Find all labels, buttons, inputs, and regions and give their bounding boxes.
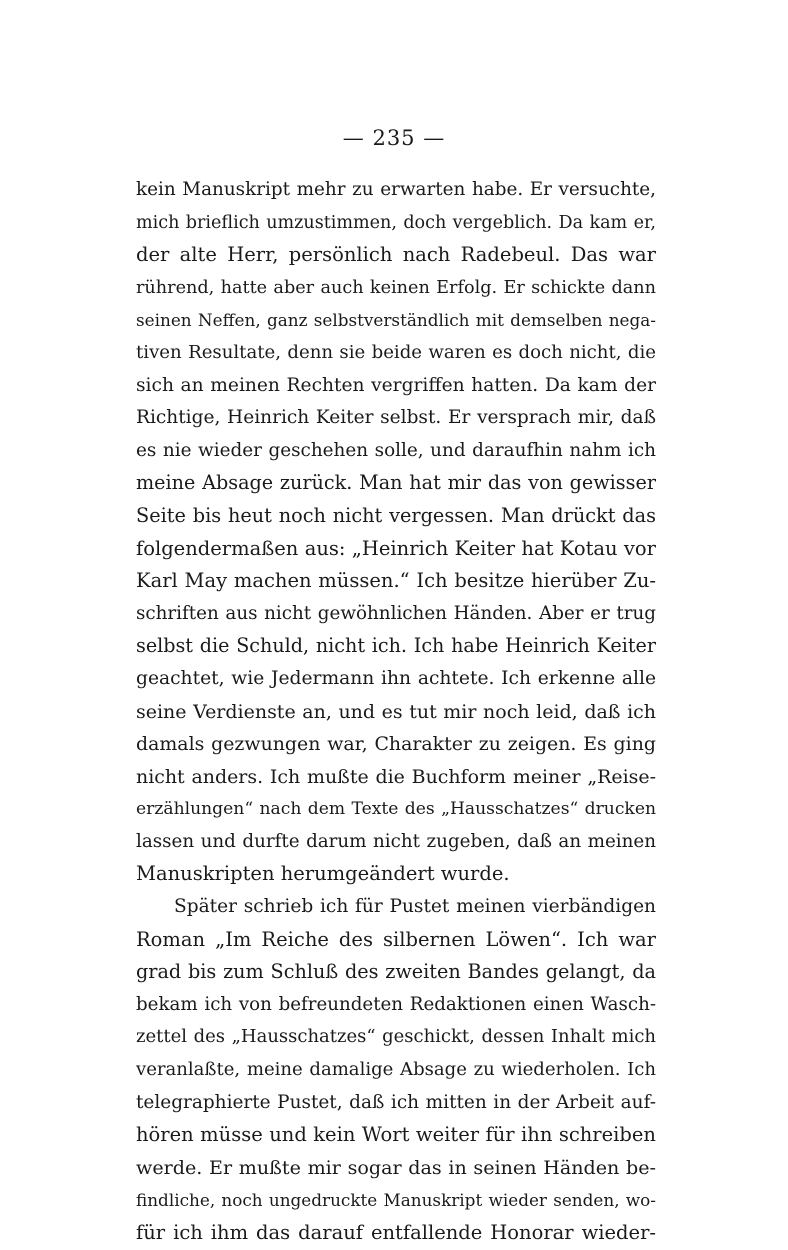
text-line: grad bis zum Schluß des zweiten Bandes gelangt, da xyxy=(136,960,656,984)
text-line: zettel des „Hausschatzes“ geschickt, dessen Inhalt mich xyxy=(136,1026,656,1048)
page-number: — 235 — xyxy=(342,126,446,150)
text-line: seinen Neffen, ganz selbstverständlich mit demselben nega- xyxy=(136,310,656,331)
text-line: erzählungen“ nach dem Texte des „Hausschatzes“ drucken xyxy=(136,799,656,820)
paragraph-end-line: Manuskripten herumgeändert wurde. xyxy=(136,862,510,886)
text-line: geachtet, wie Jedermann ihn achtete. Ich erkenne alle xyxy=(136,667,656,689)
text-line: telegraphierte Pustet, daß ich mitten in der Arbeit auf- xyxy=(136,1091,656,1113)
text-line: schriften aus nicht gewöhnlichen Händen. Aber er trug xyxy=(136,602,656,624)
text-line: lassen und durfte darum nicht zugeben, daß an meinen xyxy=(136,830,656,852)
text-line: Richtige, Heinrich Keiter selbst. Er versprach mir, daß xyxy=(136,407,656,429)
text-line: Karl May machen müssen.“ Ich besitze hierüber Zu- xyxy=(136,569,656,593)
text-line: findliche, noch ungedruckte Manuskript wieder senden, wo- xyxy=(136,1190,656,1211)
text-line: es nie wieder geschehen solle, und daraufhin nahm ich xyxy=(136,439,656,461)
text-line: bekam ich von befreundeten Redaktionen einen Wasch- xyxy=(136,993,656,1015)
body-text xyxy=(136,174,656,1250)
text-line: meine Absage zurück. Man hat mir das von gewisser xyxy=(136,471,656,495)
text-line: rührend, hatte aber auch keinen Erfolg. Er schickte dann xyxy=(136,277,656,298)
text-line: mich brieflich umzustimmen, doch vergeblich. Da kam er, xyxy=(136,212,656,233)
text-line: veranlaßte, meine damalige Absage zu wiederholen. Ich xyxy=(136,1059,656,1081)
text-line: seine Verdienste an, und es tut mir noch leid, daß ich xyxy=(136,700,656,723)
paragraph-start-line: Später schrieb ich für Pustet meinen vierbändigen xyxy=(174,896,656,918)
text-line: tiven Resultate, denn sie beide waren es doch nicht, die xyxy=(136,341,656,363)
text-line: selbst die Schuld, nicht ich. Ich habe Heinrich Keiter xyxy=(136,634,656,658)
text-line: sich an meinen Rechten vergriffen hatten. Da kam der xyxy=(136,374,656,396)
text-line: damals gezwungen war, Charakter zu zeigen. Es ging xyxy=(136,733,656,756)
text-line: werde. Er mußte mir sogar das in seinen Händen be- xyxy=(136,1155,656,1179)
text-line: für ich ihm das darauf entfallende Honorar wieder- xyxy=(136,1221,656,1244)
text-line: Seite bis heut noch nicht vergessen. Man drückt das xyxy=(136,503,656,527)
text-line: hören müsse und kein Wort weiter für ihn schreiben xyxy=(136,1123,656,1147)
text-line: der alte Herr, persönlich nach Radebeul. Das war xyxy=(136,243,656,267)
text-line: Roman „Im Reiche des silbernen Löwen“. Ich war xyxy=(136,927,656,951)
text-line: folgendermaßen aus: „Heinrich Keiter hat Kotau vor xyxy=(136,536,656,560)
text-line: kein Manuskript mehr zu erwarten habe. Er versuchte, xyxy=(136,179,656,200)
text-line: nicht anders. Ich mußte die Buchform meiner „Reise- xyxy=(136,765,656,788)
